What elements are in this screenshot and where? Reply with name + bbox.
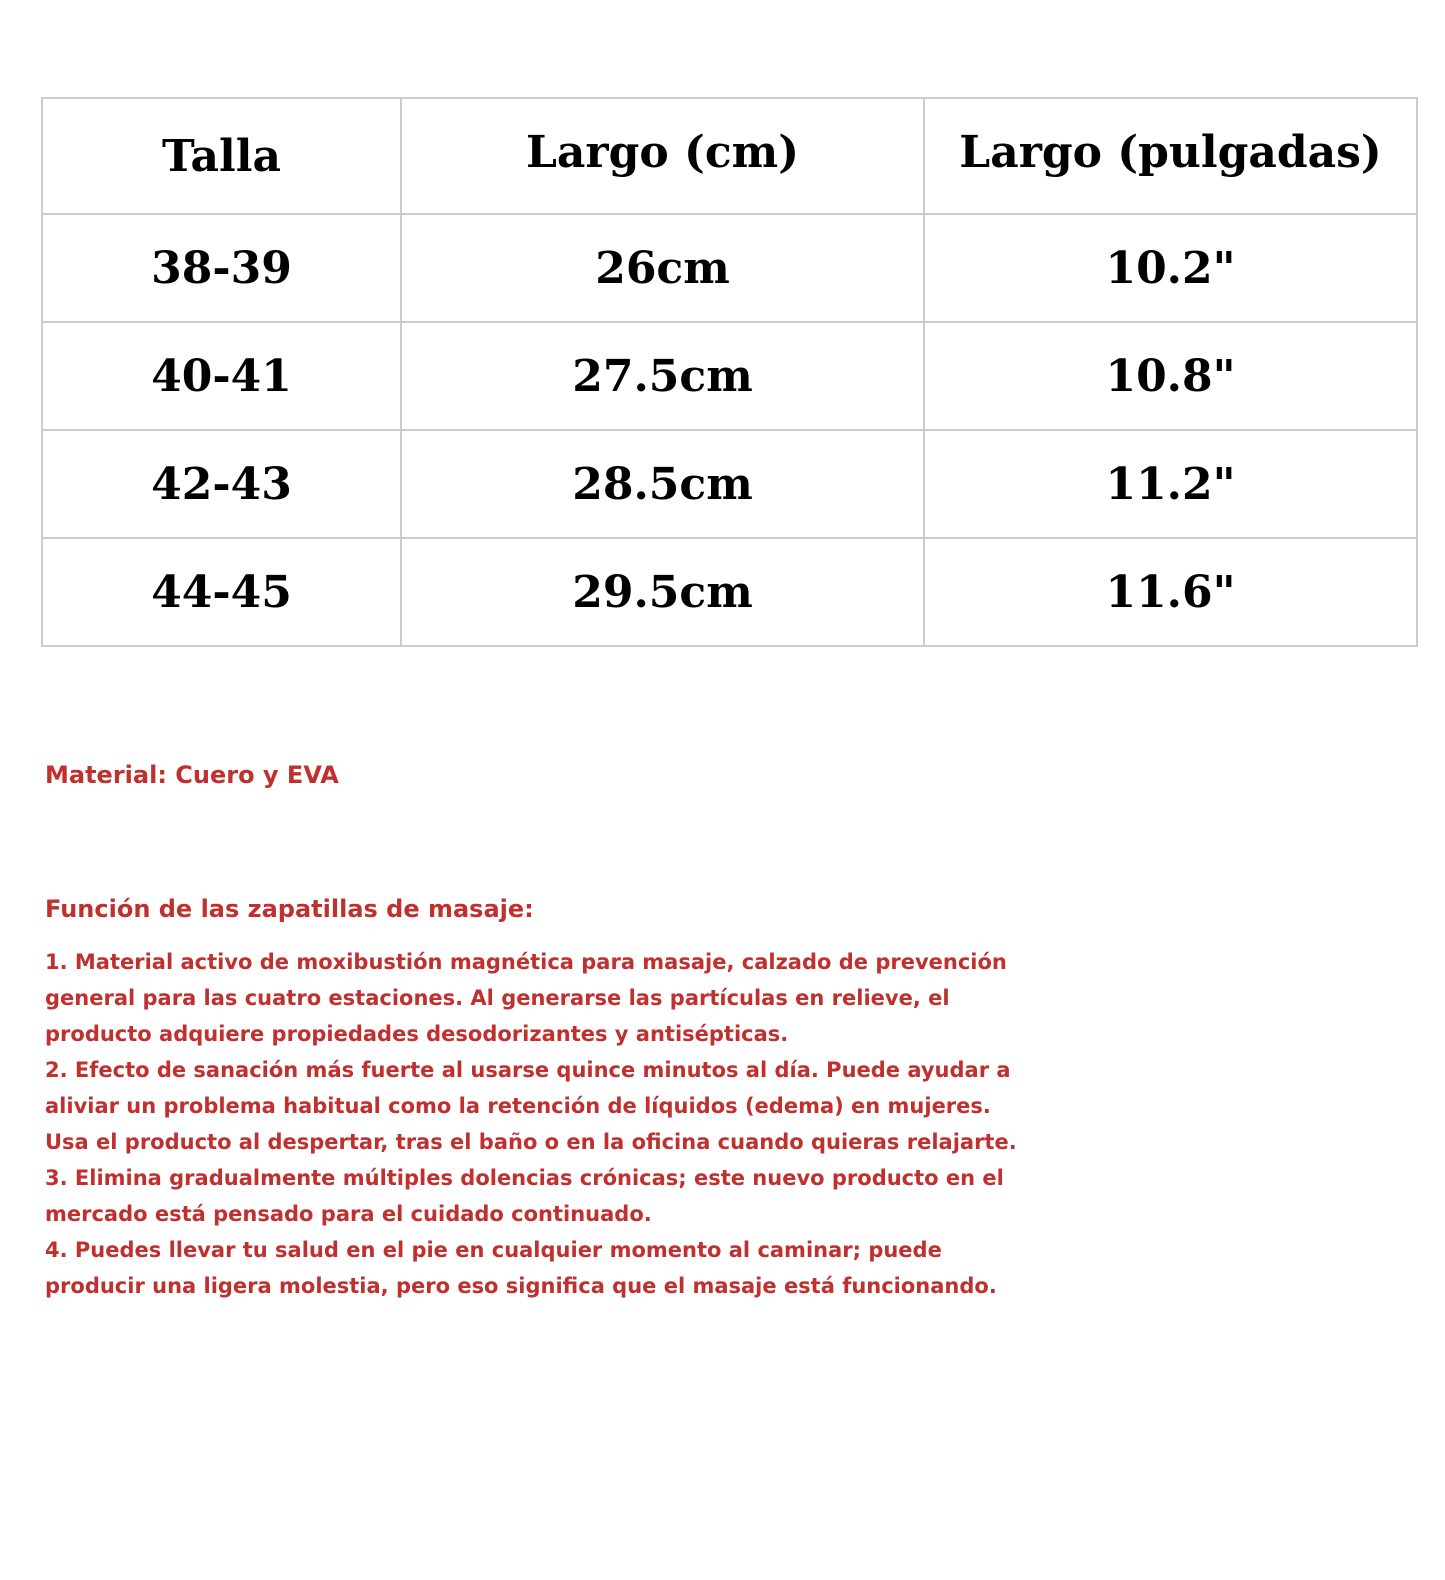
cell-length-inches: 10.2" — [924, 214, 1417, 322]
cell-length-inches: 11.2" — [924, 430, 1417, 538]
header-size: Talla — [42, 98, 401, 214]
description-line: producto adquiere propiedades desodorizantes y antisépticas. — [45, 1022, 789, 1046]
cell-length-cm: 29.5cm — [401, 538, 924, 646]
description-line: 4. Puedes llevar tu salud en el pie en cualquier momento al caminar; puede — [45, 1238, 942, 1262]
size-chart-table — [41, 97, 1418, 647]
description-line: aliviar un problema habitual como la retención de líquidos (edema) en mujeres. — [45, 1094, 991, 1118]
description-line: producir una ligera molestia, pero eso significa que el masaje está funcionando. — [45, 1274, 997, 1298]
cell-size: 40-41 — [42, 322, 401, 430]
description-line: general para las cuatro estaciones. Al generarse las partículas en relieve, el — [45, 986, 950, 1010]
cell-length-cm: 26cm — [401, 214, 924, 322]
header-length-inches: Largo (pulgadas) — [924, 98, 1417, 214]
table-row — [42, 430, 1417, 538]
cell-length-cm: 27.5cm — [401, 322, 924, 430]
function-title: Función de las zapatillas de masaje: — [45, 895, 534, 923]
cell-length-cm: 28.5cm — [401, 430, 924, 538]
description-line: mercado está pensado para el cuidado continuado. — [45, 1202, 652, 1226]
table-row — [42, 322, 1417, 430]
cell-length-inches: 11.6" — [924, 538, 1417, 646]
cell-size: 44-45 — [42, 538, 401, 646]
header-length-cm: Largo (cm) — [401, 98, 924, 214]
description-line: Usa el producto al despertar, tras el baño o en la oficina cuando quieras relajarte. — [45, 1130, 1017, 1154]
cell-size: 38-39 — [42, 214, 401, 322]
description-line: 2. Efecto de sanación más fuerte al usarse quince minutos al día. Puede ayudar a — [45, 1058, 1011, 1082]
function-description — [45, 944, 1145, 1304]
description-line: 3. Elimina gradualmente múltiples dolencias crónicas; este nuevo producto en el — [45, 1166, 1004, 1190]
table-header-row — [42, 98, 1417, 214]
table-row — [42, 214, 1417, 322]
table-row — [42, 538, 1417, 646]
description-line: 1. Material activo de moxibustión magnética para masaje, calzado de prevención — [45, 950, 1007, 974]
material-text: Material: Cuero y EVA — [45, 761, 339, 789]
cell-size: 42-43 — [42, 430, 401, 538]
cell-length-inches: 10.8" — [924, 322, 1417, 430]
